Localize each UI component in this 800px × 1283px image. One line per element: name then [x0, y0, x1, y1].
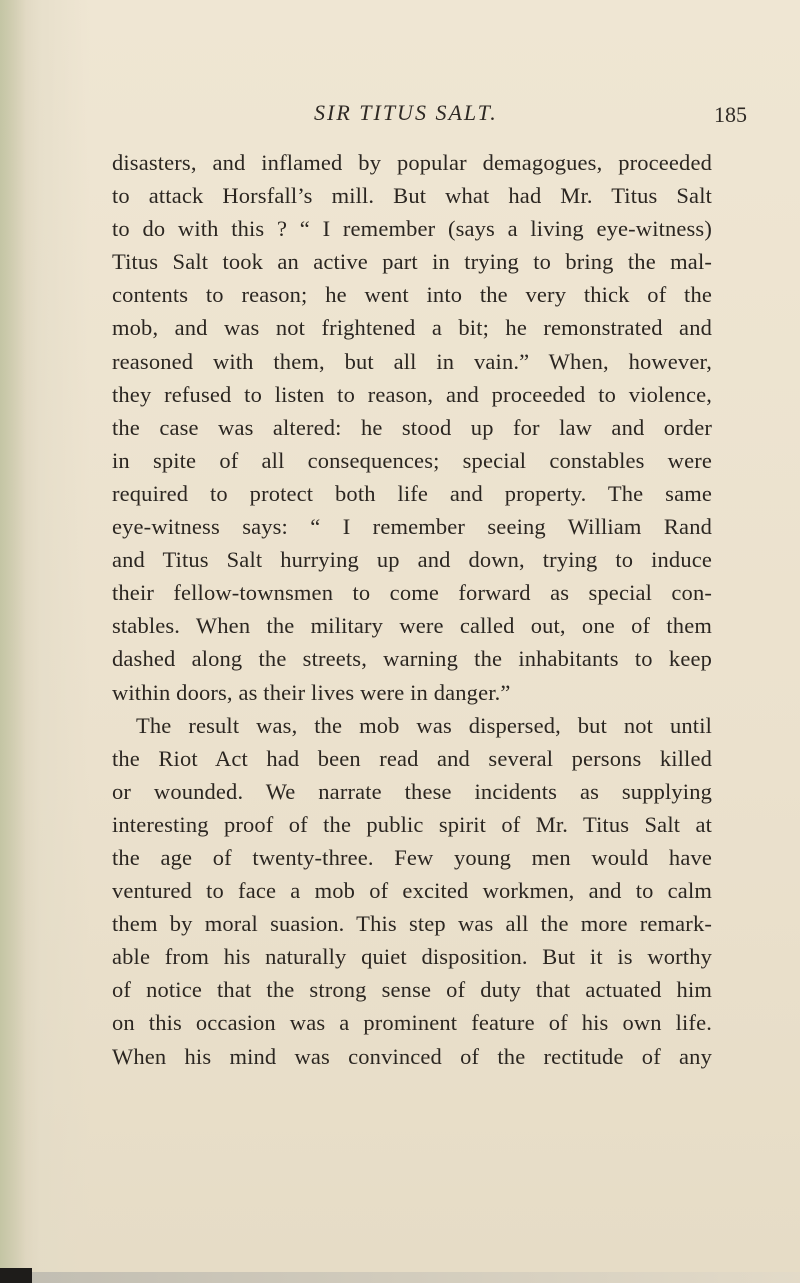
text-line: to do with this ? “ I remember (says a living eye-witness)	[112, 216, 712, 242]
text-line: of notice that the strong sense of duty that actuated him	[112, 977, 712, 1003]
text-line: their fellow-townsmen to come forward as special con-	[112, 580, 712, 606]
text-line: contents to reason; he went into the very thick of the	[112, 282, 712, 308]
binding-gutter	[0, 0, 26, 1283]
text-line: required to protect both life and property. The same	[112, 480, 712, 506]
running-title: SIR TITUS SALT.	[314, 100, 498, 125]
text-line: mob, and was not frightened a bit; he remonstrated and	[112, 315, 712, 341]
text-line: stables. When the military were called out, one of them	[112, 613, 712, 639]
text-line: dashed along the streets, warning the inhabitants to keep	[112, 646, 712, 672]
text-line: and Titus Salt hurrying up and down, trying to induce	[112, 547, 712, 573]
text-line: the age of twenty-three. Few young men would have	[112, 844, 712, 870]
scan-bottom-edge	[32, 1272, 800, 1283]
text-line: ventured to face a mob of excited workmen, and to calm	[112, 878, 712, 904]
page-number: 185	[714, 102, 747, 127]
text-line: in spite of all consequences; special constables were	[112, 447, 712, 473]
scan-corner-mark	[0, 1268, 32, 1283]
running-head	[0, 100, 800, 140]
text-line: When his mind was convinced of the rectitude of any	[112, 1043, 712, 1069]
text-line: within doors, as their lives were in danger.”	[112, 679, 511, 705]
text-line: the case was altered: he stood up for law and order	[112, 414, 712, 440]
paragraph-first-line: The result was, the mob was dispersed, but not until	[136, 712, 712, 738]
text-line: eye-witness says: “ I remember seeing William Rand	[112, 514, 712, 540]
text-line: disasters, and inflamed by popular demagogues, proceeded	[112, 150, 712, 175]
text-line: on this occasion was a prominent feature of his own life.	[112, 1010, 712, 1036]
text-line: them by moral suasion. This step was all the more remark-	[112, 911, 712, 937]
text-line: or wounded. We narrate these incidents as supplying	[112, 778, 712, 804]
text-line: able from his naturally quiet disposition. But it is worthy	[112, 944, 712, 970]
text-line: Titus Salt took an active part in trying to bring the mal-	[112, 249, 712, 275]
text-line: reasoned with them, but all in vain.” When, however,	[112, 348, 712, 374]
text-line: the Riot Act had been read and several persons killed	[112, 745, 712, 771]
body-text	[112, 146, 712, 1073]
text-line: to attack Horsfall’s mill. But what had Mr. Titus Salt	[112, 183, 712, 209]
text-line: they refused to listen to reason, and proceeded to violence,	[112, 381, 712, 407]
text-line: interesting proof of the public spirit of Mr. Titus Salt at	[112, 811, 712, 837]
